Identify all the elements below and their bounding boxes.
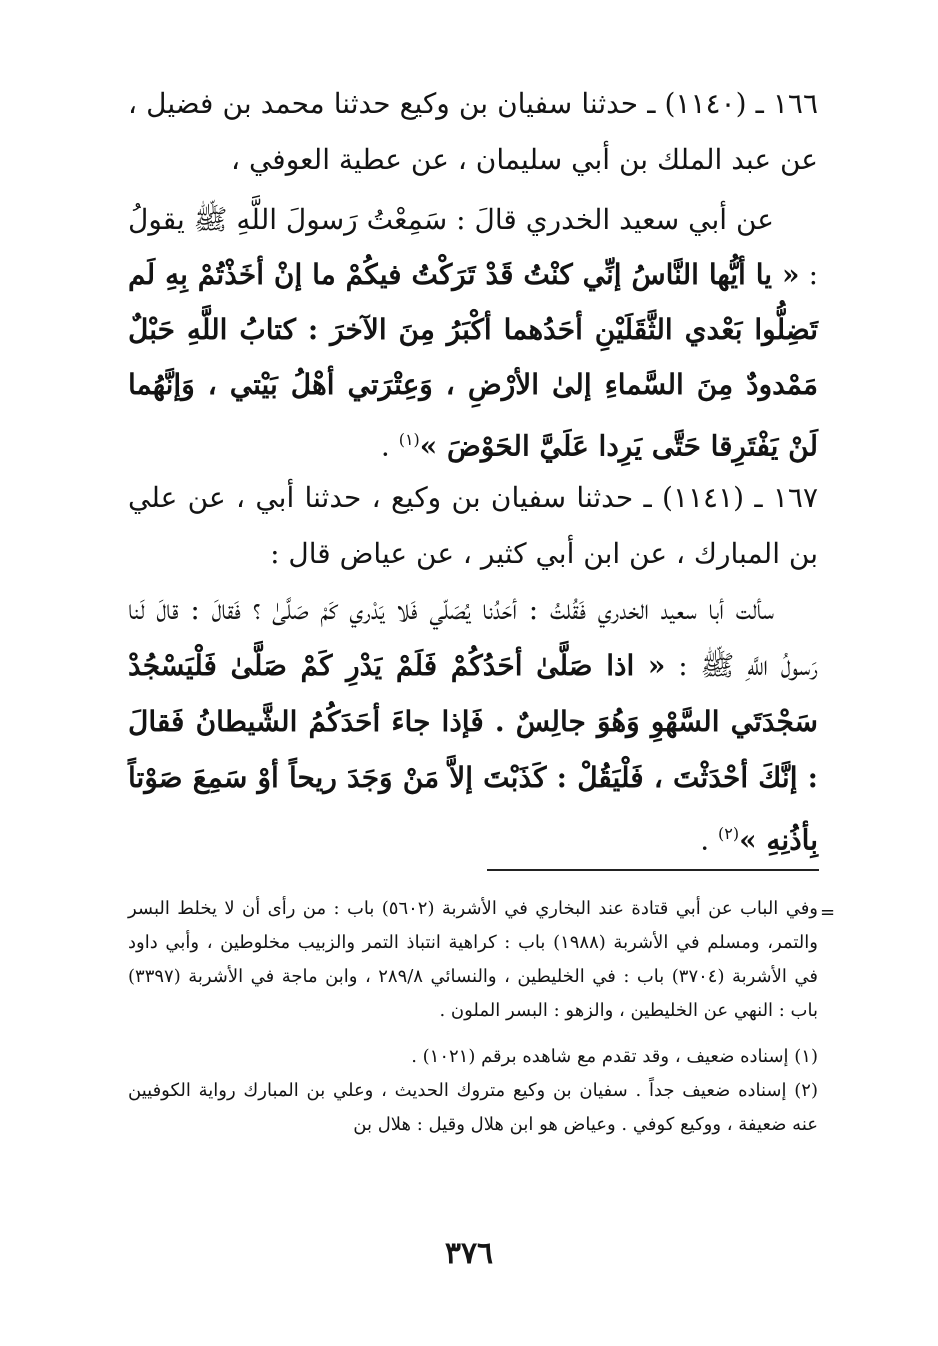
hadith-166-end: . — [380, 429, 399, 463]
footnote-2: (٢) إسناده ضعيف جداً . سفيان بن وكيع متروك الحديث ، وعلي بن المبارك رواية الكوفيين عنه ضعيفة ، ووكيع كوفي . وعياض هو ابن هلال وقيل : هلال بن — [128, 1080, 818, 1135]
hadith-166-intro: عن أبي سعيد الخدري قالَ : سَمِعْتُ رَسولَ اللَّهِ ﷺ يقولُ : — [128, 203, 818, 291]
hadith-167-text: « اذا صَلَّىٰ أحَدُكُمْ فَلَمْ يَدْرِ كَمْ صَلَّىٰ فَلْيَسْجُدْ سَجْدَتَي السَّهْوِ وَهُوَ جالِسٌ . فَإذا جاءَ أحَدَكُمُ الشَّيطانُ فَقالَ : إنَّكَ أحْدَثْتَ ، فَلْيَقُلْ : كَذَبْتَ إلاَّ مَنْ وَجَدَ ريحاً أوْ سَمِعَ صَوْتاً بِأذُنِهِ » — [128, 649, 818, 857]
hadith-167-isnad-text: ١٦٧ ـ (١١٤١) ـ حدثنا سفيان بن وكيع ، حدثنا أبي ، عن علي بن المبارك ، عن ابن أبي كثير ، عن عياض قال : — [128, 481, 818, 570]
footnote-separator — [487, 869, 819, 871]
page-number: ٣٧٦ — [444, 1236, 494, 1271]
hadith-167-intro: سألت أبا سعيد الخدري فَقُلتُ : أحَدُنا يُصَلّي فَلا يَدْري كَمْ صَلَّىٰ ؟ فَقالَ : قالَ لَنا رَسولُ اللَّهِ ﷺ : — [128, 593, 818, 682]
hadith-167-isnad — [128, 470, 818, 582]
footnotes — [128, 892, 818, 1142]
footnote-1: (١) إسناده ضعيف ، وقد تقدم مع شاهده برقم (١٠٢١) . — [411, 1046, 818, 1067]
hadith-166-isnad — [128, 76, 818, 188]
footnote-continuation-mark: = — [820, 902, 836, 923]
hadith-166-body — [128, 192, 818, 473]
footnote-continuation: وفي الباب عن أبي قتادة عند البخاري في الأشربة (٥٦٠٢) باب : من رأى أن لا يخلط البسر والتمر، ومسلم في الأشربة (١٩٨٨) باب : كراهية انتباذ التمر والزبيب مخلوطين ، وأبي داود في الأشربة (٣٧٠٤) باب : في الخليطين ، والنسائي ٢٨٩/٨ ، وابن ماجة في الأشربة (٣٣٩٧) باب : النهي عن الخليطين ، والزهو : البسر الملون . — [128, 898, 818, 1021]
hadith-167-end: . — [700, 823, 719, 857]
footnote-ref-1: (١) — [398, 430, 420, 449]
hadith-166-isnad-text: ١٦٦ ـ (١١٤٠) ـ حدثنا سفيان بن وكيع حدثنا محمد بن فضيل ، عن عبد الملك بن أبي سليمان ، عن عطية العوفي ، — [128, 87, 818, 176]
footnote-ref-2: (٢) — [718, 824, 740, 843]
hadith-167-body — [128, 582, 818, 868]
hadith-166-text: « يا أيُّها النَّاسُ إنِّي كنْتُ قَدْ تَرَكْتُ فيكُمْ ما إنْ أخَذْتُمْ بِهِ لَم تَضِلُّوا بَعْدي الثَّقَلَيْنِ أحَدُهما أكْبَرُ مِنَ الآخرَ : كتابُ اللَّهِ حَبْلٌ مَمْدودٌ مِنَ السَّماءِ إلىٰ الأرْضِ ، وَعِتْرَتي أهْلُ بَيْتي ، وَإنَّهُما لَنْ يَفْتَرِقا حَتَّى يَرِدا عَلَيَّ الحَوْضَ » — [128, 258, 818, 463]
